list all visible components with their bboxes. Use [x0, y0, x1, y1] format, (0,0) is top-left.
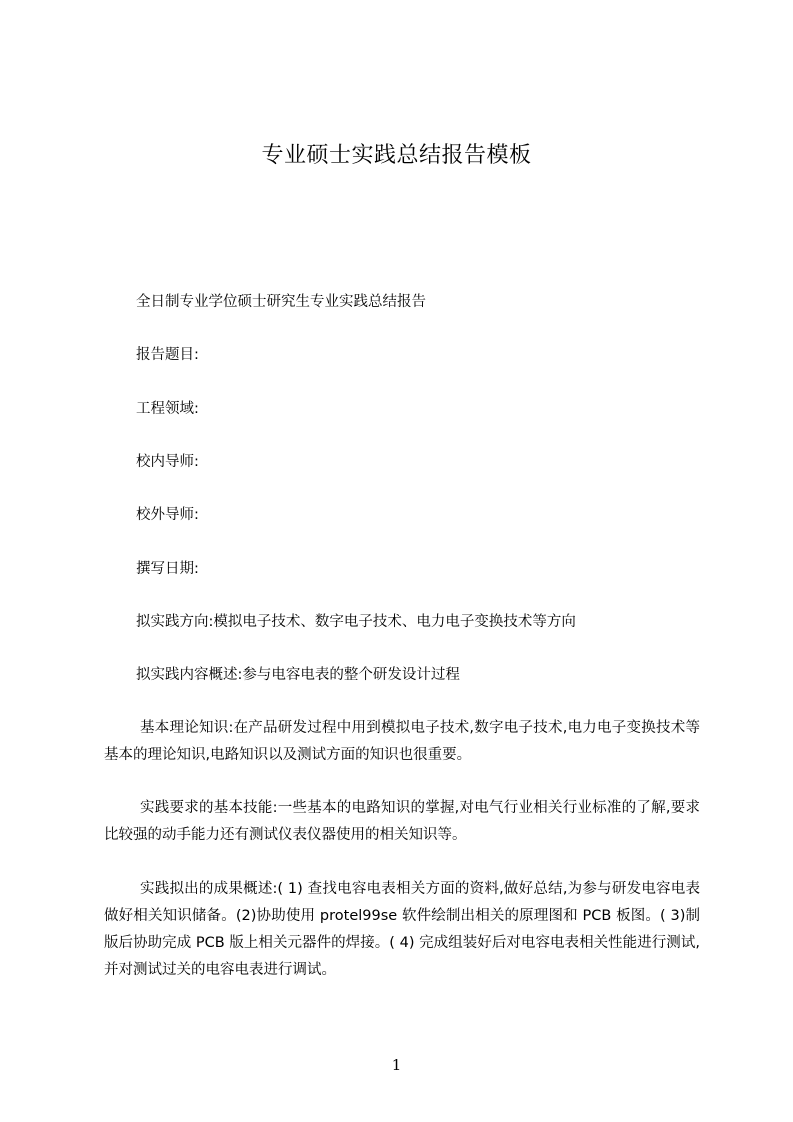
page-number: 1: [391, 1056, 402, 1074]
field-engineering-domain: 工程领域:: [136, 401, 199, 417]
field-report-topic: 报告题目:: [136, 347, 199, 363]
report-heading: 全日制专业学位硕士研究生专业实践总结报告: [136, 294, 426, 310]
paragraph-expected-results: 实践拟出的成果概述:( 1) 查找电容电表相关方面的资料,做好总结,为参与研发电容电表做好相关知识储备。(2)协助使用 protel99se 软件绘制出相关的原理图和 PCB 板图。( 3)制版后协助完成 PCB 版上相关元器件的焊接。( 4) 完成组装好后对电容电表相关性能进行测试,并对测试过关的电容电表进行调试。: [104, 881, 700, 978]
field-writing-date: 撰写日期:: [136, 561, 199, 577]
paragraph-basic-skills: 实践要求的基本技能:一些基本的电路知识的掌握,对电气行业相关行业标准的了解,要求比较强的动手能力还有测试仪表仪器使用的相关知识等。: [104, 800, 700, 843]
field-external-advisor: 校外导师:: [136, 507, 199, 523]
field-practice-content: 拟实践内容概述:参与电容电表的整个研发设计过程: [136, 667, 460, 683]
field-practice-direction: 拟实践方向:模拟电子技术、数字电子技术、电力电子变换技术等方向: [136, 614, 576, 630]
field-internal-advisor: 校内导师:: [136, 454, 199, 470]
document-title: 专业硕士实践总结报告模板: [261, 143, 532, 168]
paragraph-basic-theory: 基本理论知识:在产品研发过程中用到模拟电子技术,数字电子技术,电力电子变换技术等基本的理论知识,电路知识以及测试方面的知识也很重要。: [104, 720, 700, 763]
